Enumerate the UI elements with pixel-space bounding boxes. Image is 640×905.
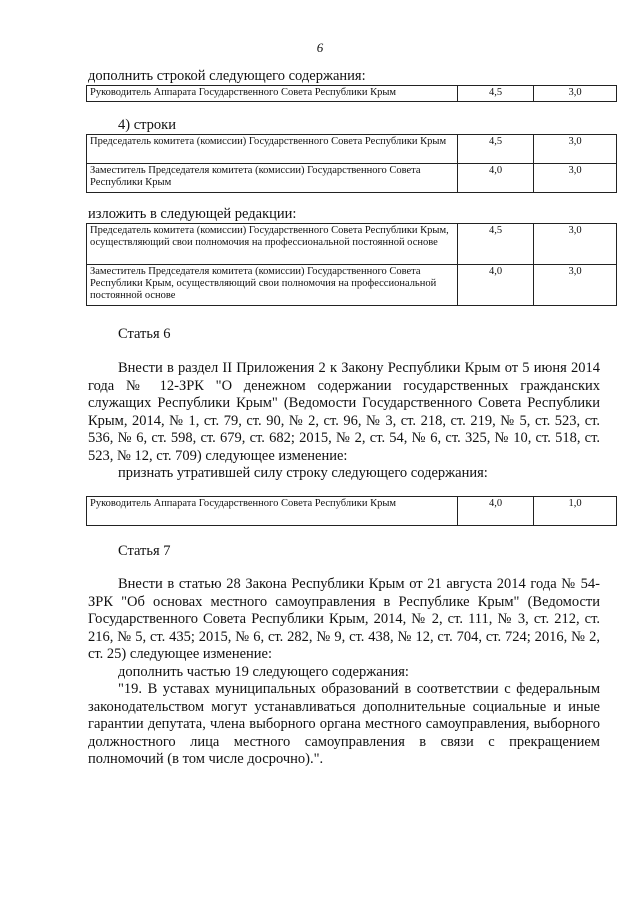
table-row xyxy=(87,224,617,265)
table-row xyxy=(87,497,617,526)
article-6-instruction: признать утратившей силу строку следующего содержания: xyxy=(118,465,488,481)
article-6-body: Внести в раздел II Приложения 2 к Закону Республики Крым от 5 июня 2014 года № 12-ЗРК "О денежном содержании государственных гражданских служащих Республики Крым" (Ведомости Государственного Совета Республики Крым, 2014, № 1, ст. 79, ст. 90, № 2, ст. 96, № 3, ст. 218, ст. 219, № 5, ст. 523, ст. 536, № 6, ст. 598, ст. 679, ст. 682; 2015, № 2, ст. 54, № 6, ст. 325, № 10, ст. 518, ст. 523, № 12, ст. 709) следующее изменение: xyxy=(88,360,600,464)
position-cell: Председатель комитета (комиссии) Государственного Совета Республики Крым xyxy=(87,135,458,164)
value-cell: 3,0 xyxy=(534,86,617,102)
value-cell: 4,0 xyxy=(458,164,534,193)
rows-label: 4) строки xyxy=(118,117,176,133)
article-6-text xyxy=(88,360,600,483)
value-cell: 4,0 xyxy=(458,265,534,306)
article-7-instruction: дополнить частью 19 следующего содержания: xyxy=(118,663,409,680)
article-7-body: Внести в статью 28 Закона Республики Крым от 21 августа 2014 года № 54-ЗРК "Об основах местного самоуправления в Республике Крым" (Ведомости Государственного Совета Республики Крым, 2014, № 2, ст. 111, № 3, ст. 212, ст. 216, № 5, ст. 435; 2015, № 6, ст. 282, № 9, ст. 438, № 12, ст. 704, ст. 724; 2016, № 2, ст. 25) следующее изменение: xyxy=(88,576,600,662)
value-cell: 3,0 xyxy=(534,135,617,164)
value-cell: 4,5 xyxy=(458,224,534,265)
intro-new-edition: изложить в следующей редакции: xyxy=(88,206,297,222)
position-cell: Руководитель Аппарата Государственного Совета Республики Крым xyxy=(87,497,458,526)
value-cell: 1,0 xyxy=(534,497,617,526)
table-row xyxy=(87,164,617,193)
position-cell: Заместитель Председателя комитета (комиссии) Государственного Совета Республики Крым xyxy=(87,164,458,193)
article-7-quote: "19. В уставах муниципальных образований в соответствии с федеральным законодательством могут устанавливаться дополнительные социальные и иные гарантии депутата, члена выборного органа местного самоуправления, выборного должностного лица местного самоуправления в связи с прекращением полномочий (в том числе досрочно).". xyxy=(88,681,600,767)
position-cell: Председатель комитета (комиссии) Государственного Совета Республики Крым, осуществляющий свои полномочия на профессиональной постоянной основе xyxy=(87,224,458,265)
intro-add-row: дополнить строкой следующего содержания: xyxy=(88,68,366,84)
article-7-text xyxy=(88,576,600,769)
table-invalidated-row xyxy=(86,496,617,526)
table-row xyxy=(87,135,617,164)
value-cell: 3,0 xyxy=(534,224,617,265)
article-6-title: Статья 6 xyxy=(118,326,171,342)
position-cell: Заместитель Председателя комитета (комиссии) Государственного Совета Республики Крым, осуществляющий свои полномочия на профессиональной постоянной основе xyxy=(87,265,458,306)
value-cell: 3,0 xyxy=(534,265,617,306)
table-existing-rows xyxy=(86,134,617,193)
table-row xyxy=(87,265,617,306)
article-7-title: Статья 7 xyxy=(118,543,171,559)
table-row xyxy=(87,86,617,102)
value-cell: 4,5 xyxy=(458,135,534,164)
value-cell: 4,0 xyxy=(458,497,534,526)
value-cell: 4,5 xyxy=(458,86,534,102)
value-cell: 3,0 xyxy=(534,164,617,193)
table-new-edition xyxy=(86,223,617,306)
page-number: 6 xyxy=(316,40,324,55)
table-add-row xyxy=(86,85,617,102)
position-cell: Руководитель Аппарата Государственного Совета Республики Крым xyxy=(87,86,458,102)
